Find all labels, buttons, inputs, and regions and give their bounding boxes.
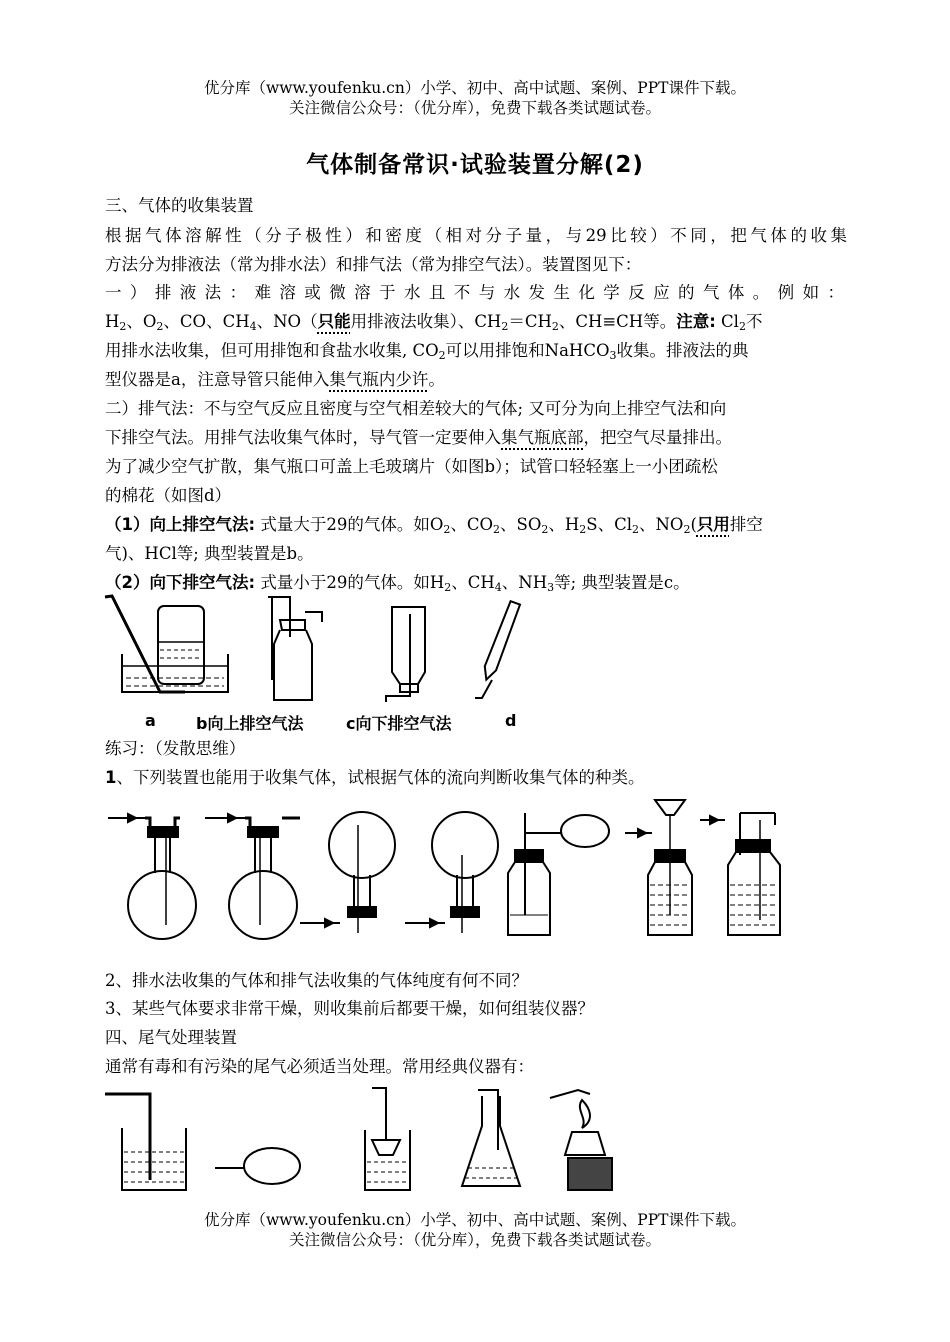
balloon-bag xyxy=(215,1148,300,1184)
tail-gas-apparatus-figure xyxy=(100,1080,640,1195)
erlenmeyer-flask xyxy=(462,1090,520,1186)
liquid-method-intro: 一）排液法：难溶或微溶于水且不与水发生化学反应的气体。例如： xyxy=(105,283,847,302)
figure-label-a: a xyxy=(145,711,156,730)
page-title: 气体制备常识·试验装置分解(2) xyxy=(306,152,644,178)
liquid-gas-examples: $H_2$、$O_2$、CO、$CH_4$、NO（只能用排液法收集）、$CH_2=CH_2$、CH≡CH等。注意: $Cl_2$不 xyxy=(105,312,763,333)
collection-apparatus-figure xyxy=(100,592,520,707)
page-footer xyxy=(0,1210,950,1250)
emphasis-only: 只能 xyxy=(317,312,351,331)
paragraph-line: 气)、HCl等; 典型装置是b。 xyxy=(105,544,314,563)
paragraph-line: 根据气体溶解性（分子极性）和密度（相对分子量，与29比较）不同，把气体的收集 xyxy=(105,226,847,245)
gas-method-intro: 二）排气法：不与空气反应且密度与空气相差较大的气体; 又可分为向上排空气法和向 xyxy=(105,399,727,418)
practice-heading: 练习：（发散思维） xyxy=(105,739,246,758)
apparatus-a-water-trough xyxy=(105,596,228,692)
emphasis-only-use: 只用 xyxy=(696,515,730,534)
paragraph-line: 的棉花（如图d） xyxy=(105,486,232,505)
emphasis-bottle-inside: 集气瓶内少许 xyxy=(329,370,429,389)
note-label: 注意: xyxy=(676,312,716,331)
alcohol-lamp-burner xyxy=(550,1090,612,1190)
figure-label-d: d xyxy=(505,711,517,730)
flask-2 xyxy=(205,814,300,939)
footer-line-2: 关注微信公众号：（优分库），免费下载各类试题试卷。 xyxy=(288,1231,661,1249)
beaker-with-funnel xyxy=(365,1088,410,1190)
beaker-with-tube xyxy=(105,1094,186,1190)
page-header xyxy=(0,78,950,118)
figure-label-c: c向下排空气法 xyxy=(346,714,452,733)
header-line-2: 关注微信公众号：（优分库），免费下载各类试题试卷。 xyxy=(288,99,661,117)
flask-4 xyxy=(405,812,498,933)
practice-question-3: 3、某些气体要求非常干燥，则收集前后都要干燥，如何组装仪器？ xyxy=(105,999,594,1018)
paragraph-line: 用排水法收集，但可用排饱和食盐水收集, $CO_2$可以用排饱和NaHCO$_3$收集。排液法的典 xyxy=(105,341,749,362)
paragraph-line: 方法分为排液法（常为排水法）和排气法（常为排空气法）。装置图见下： xyxy=(105,255,642,274)
emphasis-bottle-bottom: 集气瓶底部 xyxy=(501,428,584,447)
header-line-1: 优分库（www.youfenku.cn）小学、初中、高中试题、案例、PPT课件下载。 xyxy=(203,79,747,97)
apparatus-d-test-tube xyxy=(475,600,520,698)
bottle-with-funnel xyxy=(625,800,692,935)
section3-heading: 三、气体的收集装置 xyxy=(105,196,254,215)
practice-apparatus-figure xyxy=(100,795,830,940)
bottle-with-balloon xyxy=(508,813,609,935)
section4-heading: 四、尾气处理装置 xyxy=(105,1028,237,1047)
bottle-with-two-tubes xyxy=(700,813,780,935)
flask-3 xyxy=(300,812,395,933)
footer-line-1: 优分库（www.youfenku.cn）小学、初中、高中试题、案例、PPT课件下载。 xyxy=(203,1211,747,1229)
paragraph-line: 为了减少空气扩散，集气瓶口可盖上毛玻璃片（如图b）；试管口轻轻塞上一小团疏松 xyxy=(105,457,718,476)
apparatus-b-upward-bottle xyxy=(268,597,322,700)
upward-air-method: （1）向上排空气法: 式量大于29的气体。如$O_2$、$CO_2$、$SO_2$、$H_2S$、$Cl_2$、$NO_2$(只用排空 xyxy=(105,515,763,536)
practice-question-2: 2、排水法收集的气体和排气法收集的气体纯度有何不同？ xyxy=(105,971,528,990)
paragraph-line: 通常有毒和有污染的尾气必须适当处理。常用经典仪器有： xyxy=(105,1057,534,1076)
figure-label-b: b向上排空气法 xyxy=(196,714,304,733)
paragraph-line: 下排空气法。用排气法收集气体时，导气管一定要伸入集气瓶底部，把空气尽量排出。 xyxy=(105,428,732,447)
downward-air-method: （2）向下排空气法: 式量小于29的气体。如$H_2$、$CH_4$、$NH_3$等; 典型装置是c。 xyxy=(105,573,690,594)
practice-question-1: 1、下列装置也能用于收集气体，试根据气体的流向判断收集气体的种类。 xyxy=(105,768,645,787)
flask-1 xyxy=(108,814,196,939)
apparatus-c-downward-bottle xyxy=(386,607,425,702)
paragraph-line: 型仪器是a，注意导管只能伸入集气瓶内少许。 xyxy=(105,370,445,389)
